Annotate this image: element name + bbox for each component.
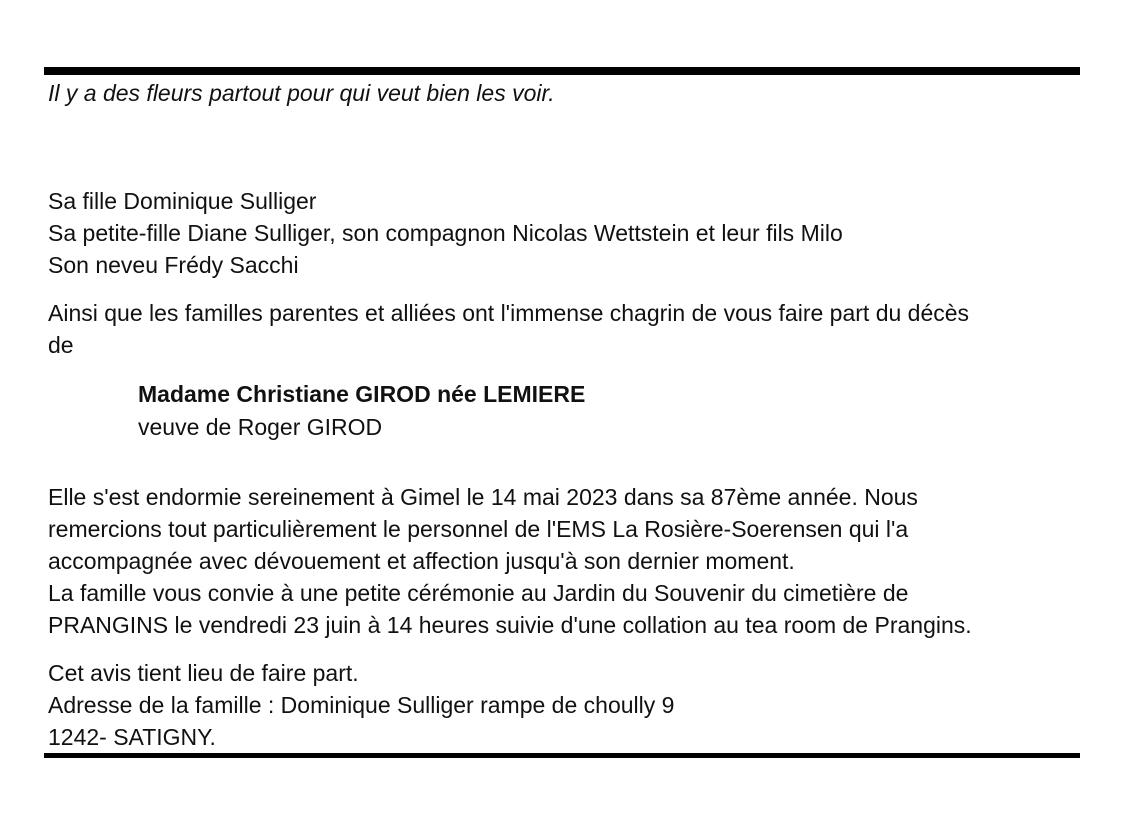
footer-city: 1242- SATIGNY. <box>48 724 216 750</box>
footer-notice: Cet avis tient lieu de faire part. <box>48 660 359 686</box>
top-divider <box>44 67 1080 75</box>
details-line-1: Elle s'est endormie sereinement à Gimel le 14 mai 2023 dans sa 87ème année. Nous <box>48 484 918 510</box>
announcement-line-1: Ainsi que les familles parentes et alliées ont l'immense chagrin de vous faire part du décès <box>48 300 970 326</box>
family-line-granddaughter: Sa petite-fille Diane Sulliger, son compagnon Nicolas Wettstein et leur fils Milo <box>48 220 843 246</box>
family-line-daughter: Sa fille Dominique Sulliger <box>48 188 317 214</box>
details-line-5: PRANGINS le vendredi 23 juin à 14 heures suivie d'une collation au tea room de Prangins. <box>48 612 972 638</box>
details-line-2: remercions tout particulièrement le personnel de l'EMS La Rosière-Soerensen qui l'a <box>48 516 909 542</box>
deceased-name: Madame Christiane GIROD née LEMIERE <box>138 381 586 407</box>
bottom-divider <box>44 753 1080 758</box>
announcement-line-2: de <box>48 332 74 358</box>
epigraph: Il y a des fleurs partout pour qui veut bien les voir. <box>48 80 555 106</box>
footer-address: Adresse de la famille : Dominique Sulliger rampe de choully 9 <box>48 692 675 718</box>
family-line-nephew: Son neveu Frédy Sacchi <box>48 252 299 278</box>
deceased-subtitle: veuve de Roger GIROD <box>138 414 383 440</box>
details-line-3: accompagnée avec dévouement et affection jusqu'à son dernier moment. <box>48 548 795 574</box>
details-line-4: La famille vous convie à une petite cérémonie au Jardin du Souvenir du cimetière de <box>48 580 909 606</box>
